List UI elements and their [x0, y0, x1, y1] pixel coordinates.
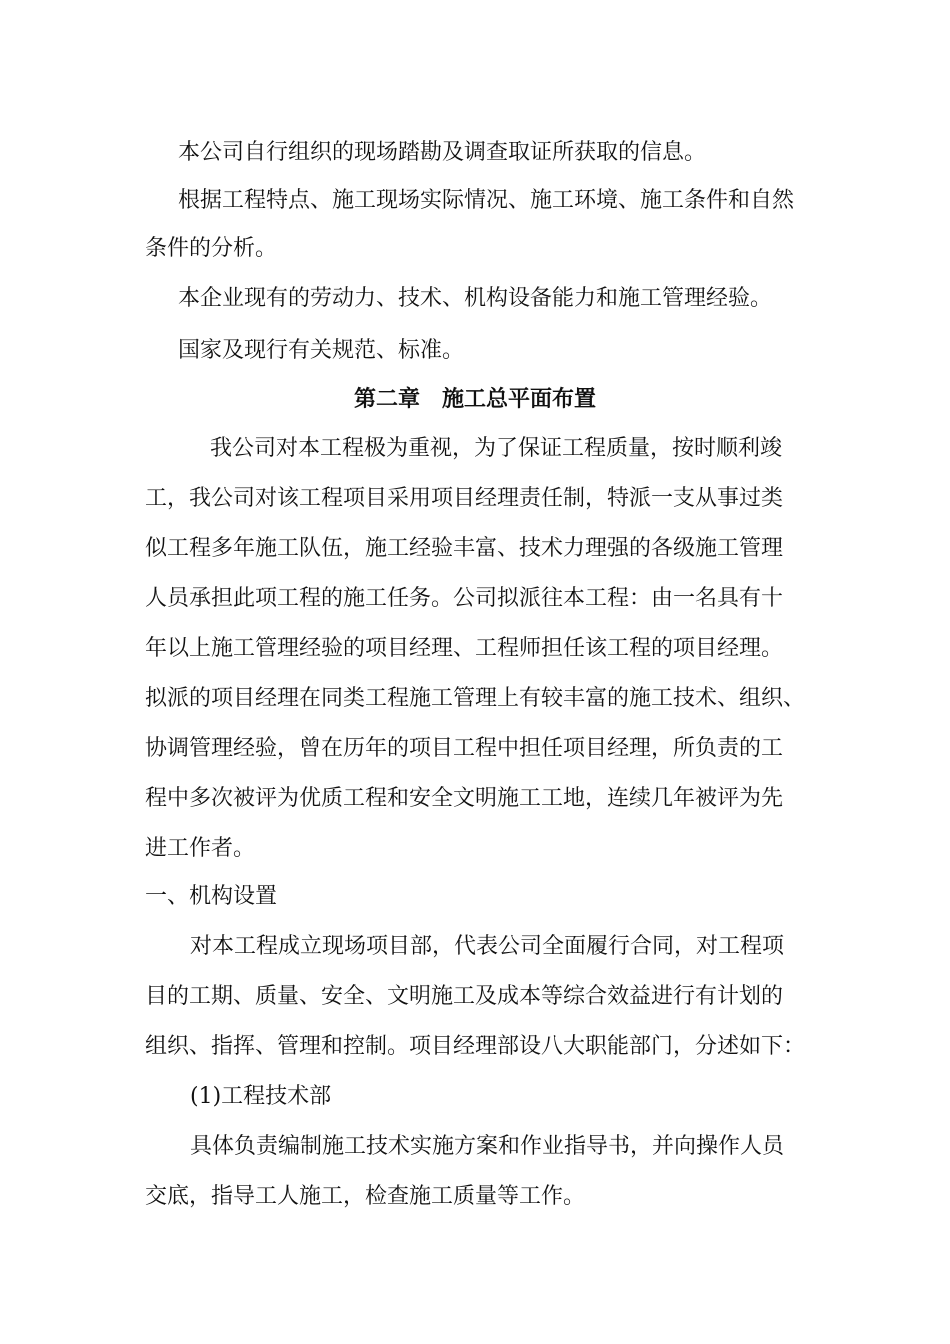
paragraph-line: 协调管理经验，曾在历年的项目工程中担任项目经理，所负责的工 [145, 736, 784, 761]
paragraph-line: 组织、指挥、管理和控制。项目经理部设八大职能部门，分述如下： [145, 1034, 806, 1059]
subsection-heading: (1)工程技术部 [190, 1084, 332, 1109]
intro-line: 国家及现行有关规范、标准。 [178, 338, 465, 363]
paragraph-line: 进工作者。 [145, 836, 256, 861]
paragraph-line: 对本工程成立现场项目部，代表公司全面履行合同，对工程项 [190, 934, 785, 959]
intro-line: 根据工程特点、施工现场实际情况、施工环境、施工条件和自然 [178, 188, 795, 213]
intro-line: 条件的分析。 [145, 236, 278, 261]
section-heading: 一、机构设置 [145, 884, 278, 909]
paragraph-line: 年以上施工管理经验的项目经理、工程师担任该工程的项目经理。 [145, 636, 784, 661]
paragraph-line: 交底，指导工人施工，检查施工质量等工作。 [145, 1184, 586, 1209]
paragraph-line: 我公司对本工程极为重视，为了保证工程质量，按时顺利竣 [210, 436, 783, 461]
paragraph-line: 目的工期、质量、安全、文明施工及成本等综合效益进行有计划的 [145, 984, 784, 1009]
paragraph-line: 似工程多年施工队伍，施工经验丰富、技术力理强的各级施工管理 [145, 536, 784, 561]
paragraph-line: 人员承担此项工程的施工任务。公司拟派往本工程：由一名具有十 [145, 586, 784, 611]
paragraph-line: 工，我公司对该工程项目采用项目经理责任制，特派一支从事过类 [145, 486, 784, 511]
intro-line: 本公司自行组织的现场踏勘及调查取证所获取的信息。 [178, 140, 707, 165]
paragraph-line: 程中多次被评为优质工程和安全文明施工工地，连续几年被评为先 [145, 786, 784, 811]
paragraph-line: 拟派的项目经理在同类工程施工管理上有较丰富的施工技术、组织、 [145, 686, 806, 711]
intro-line: 本企业现有的劳动力、技术、机构设备能力和施工管理经验。 [178, 286, 773, 311]
paragraph-line: 具体负责编制施工技术实施方案和作业指导书，并向操作人员 [190, 1134, 785, 1159]
chapter-heading: 第二章 施工总平面布置 [353, 386, 596, 412]
